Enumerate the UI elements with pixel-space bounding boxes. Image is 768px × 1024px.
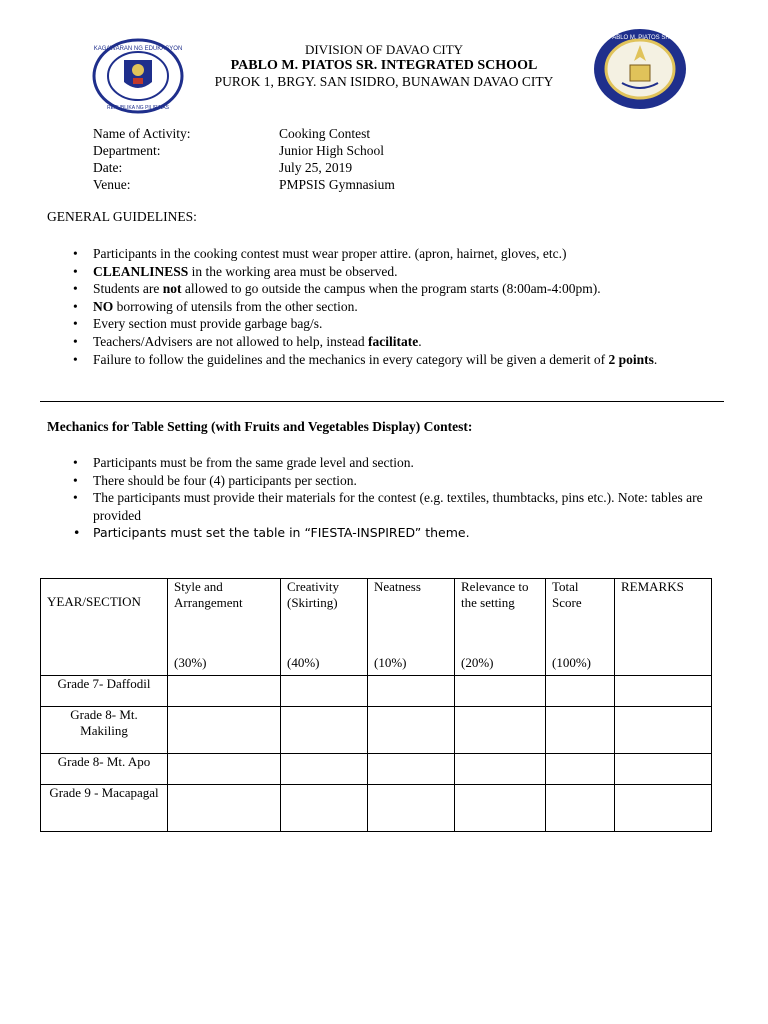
section-divider	[40, 401, 724, 402]
header-criterion: Style and Arrangement (30%)	[168, 579, 281, 676]
info-row-department	[93, 142, 395, 159]
score-cell	[168, 676, 281, 707]
score-cell	[281, 676, 368, 707]
info-value: July 25, 2019	[279, 160, 353, 175]
score-cell	[546, 785, 615, 832]
score-cell	[615, 754, 712, 785]
header-remarks: REMARKS	[615, 579, 712, 676]
scoring-table	[40, 578, 712, 832]
school-name: PABLO M. PIATOS SR. INTEGRATED SCHOOL	[230, 58, 538, 73]
score-cell	[615, 676, 712, 707]
score-cell	[368, 785, 455, 832]
division-name: DIVISION OF DAVAO CITY	[304, 42, 464, 57]
list-item: • Participants must be from the same grade level and section.	[73, 455, 414, 470]
table-row	[41, 754, 712, 785]
score-cell	[168, 785, 281, 832]
list-item: • There should be four (4) participants per section.	[73, 472, 357, 488]
row-section-name: Grade 8- Mt. Makiling	[41, 707, 168, 754]
bullet-icon: •	[73, 490, 78, 506]
header-criterion: Relevance to the setting (20%)	[455, 579, 546, 676]
table-row	[41, 785, 712, 832]
guidelines-list	[47, 245, 727, 368]
bullet-icon: •	[73, 263, 78, 279]
svg-text:KAGAWARAN NG EDUKASYON: KAGAWARAN NG EDUKASYON	[93, 46, 183, 52]
activity-info	[93, 125, 395, 193]
info-label: Date:	[93, 160, 123, 175]
list-item: • Participants in the cooking contest must wear proper attire. (apron, hairnet, gloves, etc.)	[73, 246, 567, 261]
list-item: • Teachers/Advisers are not allowed to help, instead facilitate.	[73, 333, 422, 349]
header-criterion: Neatness (10%)	[368, 579, 455, 676]
score-cell	[281, 707, 368, 754]
info-value: Cooking Contest	[279, 126, 371, 141]
score-cell	[281, 754, 368, 785]
bullet-icon: •	[73, 246, 78, 261]
svg-text:REPUBLIKA NG PILIPINAS: REPUBLIKA NG PILIPINAS	[107, 105, 169, 111]
table-row	[41, 676, 712, 707]
bullet-icon: •	[73, 472, 78, 488]
score-cell	[281, 785, 368, 832]
score-cell	[546, 707, 615, 754]
row-section-name: Grade 7- Daffodil	[41, 676, 168, 707]
bullet-icon: •	[73, 333, 78, 349]
score-cell	[455, 785, 546, 832]
score-cell	[168, 707, 281, 754]
list-item: • Failure to follow the guidelines and the mechanics in every category will be given a demerit of 2 points.	[73, 351, 658, 367]
score-cell	[455, 707, 546, 754]
info-row-activity	[93, 125, 395, 142]
table-header-row	[41, 579, 712, 676]
score-cell	[615, 785, 712, 832]
header-criterion: Creativity (Skirting) (40%)	[281, 579, 368, 676]
letterhead	[0, 42, 768, 90]
score-cell	[615, 707, 712, 754]
list-item: • The participants must provide their materials for the contest (e.g. textiles, thumbtacks, pins etc.). Note: tables are provided	[73, 490, 703, 523]
info-value: Junior High School	[279, 143, 385, 158]
score-cell	[546, 676, 615, 707]
score-cell	[455, 754, 546, 785]
score-cell	[546, 754, 615, 785]
score-cell	[168, 754, 281, 785]
bullet-icon: •	[73, 298, 78, 314]
list-item: • NO borrowing of utensils from the other section.	[73, 298, 358, 314]
row-section-name: Grade 8- Mt. Apo	[41, 754, 168, 785]
bullet-icon: •	[73, 525, 81, 541]
mechanics-title: Mechanics for Table Setting (with Fruits and Vegetables Display) Contest:	[47, 419, 473, 434]
row-section-name: Grade 9 - Macapagal	[41, 785, 168, 832]
header-criterion: Total Score (100%)	[546, 579, 615, 676]
bullet-icon: •	[73, 316, 78, 332]
info-value: PMPSIS Gymnasium	[279, 177, 395, 192]
info-row-date	[93, 159, 395, 176]
bullet-icon: •	[73, 455, 78, 470]
info-row-venue	[93, 176, 395, 193]
info-label: Department:	[93, 143, 161, 158]
general-guidelines-title: GENERAL GUIDELINES:	[47, 209, 197, 224]
header-year-section: YEAR/SECTION	[41, 579, 168, 676]
list-item: • Students are not allowed to go outside the campus when the program starts (8:00am-4:00pm).	[73, 281, 601, 297]
info-label: Name of Activity:	[93, 126, 191, 141]
list-item: • Participants must set the table in “FIESTA-INSPIRED” theme.	[73, 525, 470, 541]
score-cell	[368, 707, 455, 754]
svg-text:PABLO M. PIATOS SR.: PABLO M. PIATOS SR.	[608, 35, 672, 41]
list-item: • CLEANLINESS in the working area must be observed.	[73, 263, 398, 279]
bullet-icon: •	[73, 281, 78, 297]
score-cell	[368, 754, 455, 785]
mechanics-list	[47, 454, 727, 542]
bullet-icon: •	[73, 351, 78, 367]
school-address: PUROK 1, BRGY. SAN ISIDRO, BUNAWAN DAVAO CITY	[214, 74, 554, 89]
score-cell	[368, 676, 455, 707]
score-cell	[455, 676, 546, 707]
list-item: • Every section must provide garbage bag/s.	[73, 316, 323, 332]
info-label: Venue:	[93, 177, 131, 192]
table-row	[41, 707, 712, 754]
